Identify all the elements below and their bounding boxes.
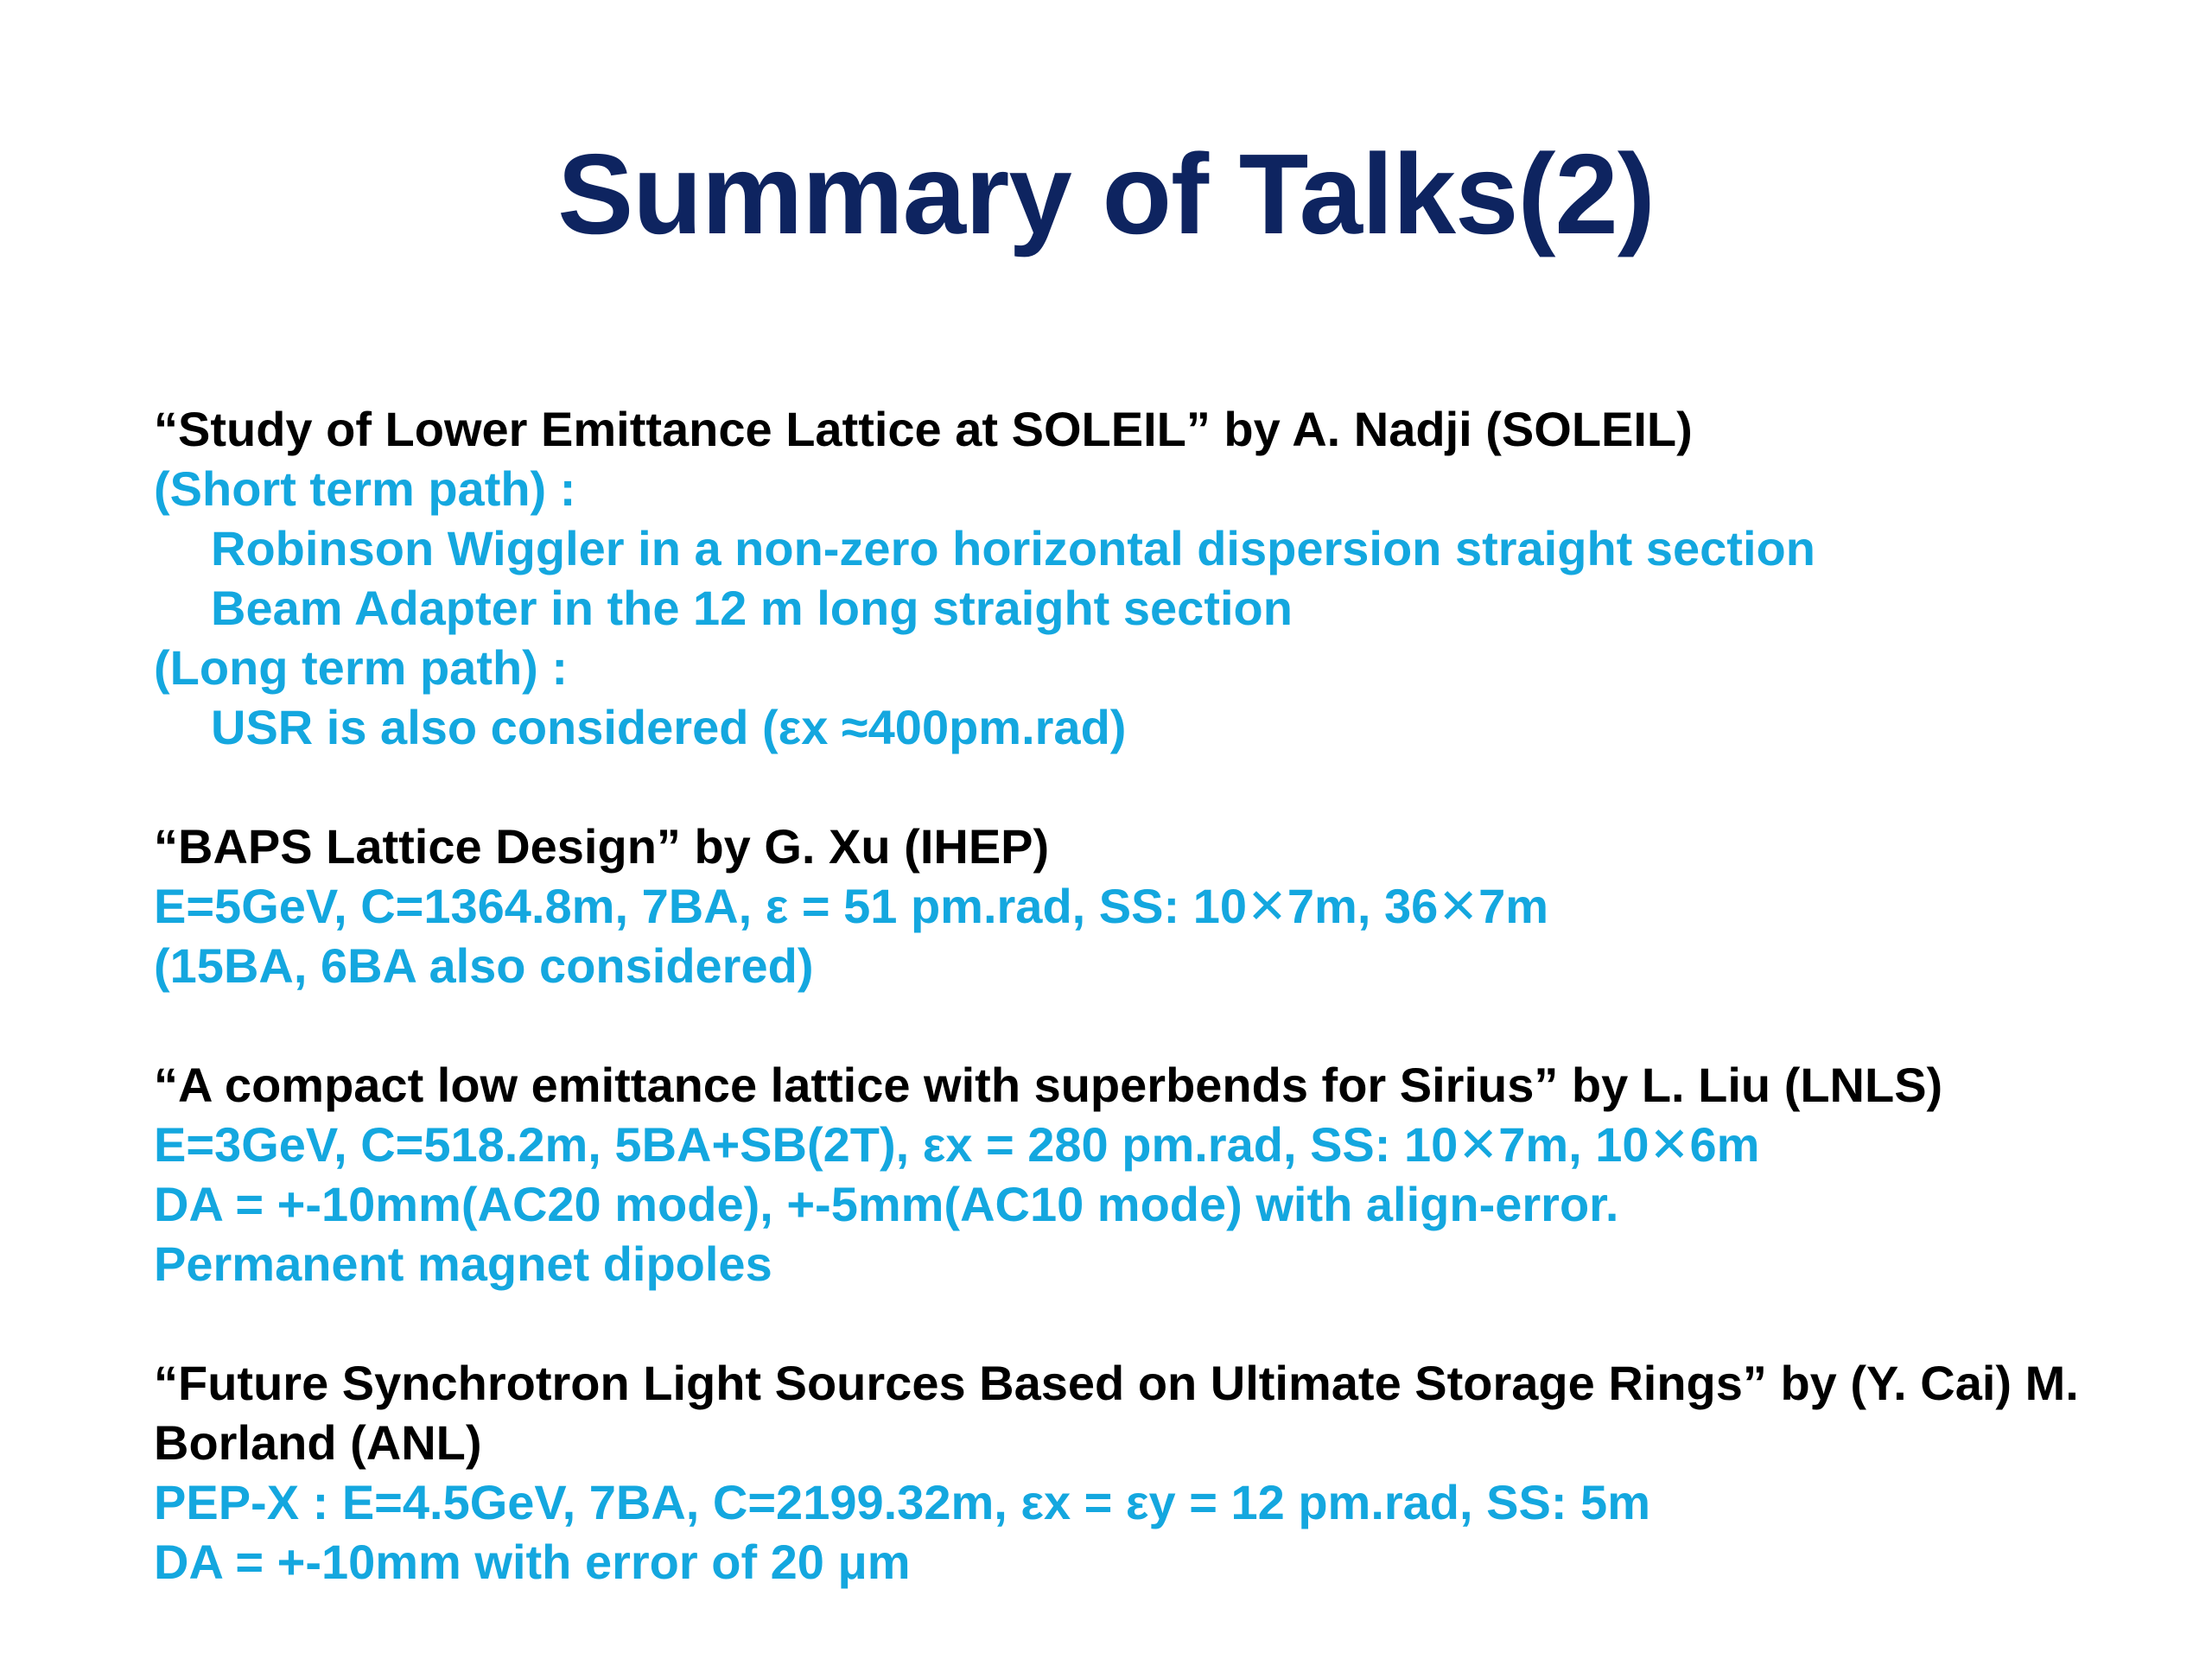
talk-detail: E=3GeV, C=518.2m, 5BA+SB(2T), εx = 280 pm.rad, SS: 10✕7m, 10✕6m (154, 1117, 1760, 1172)
slide-body (154, 399, 2176, 1592)
talk-detail: (Short term path) : (154, 461, 576, 516)
talk-heading: “Study of Lower Emittance Lattice at SOLEIL” by A. Nadji (SOLEIL) (154, 402, 1693, 456)
talk-detail: Beam Adapter in the 12 m long straight section (211, 581, 1293, 635)
spacer (154, 995, 2176, 1055)
talk-detail: PEP-X : E=4.5GeV, 7BA, C=2199.32m, εx = εy = 12 pm.rad, SS: 5m (154, 1475, 1650, 1529)
talk-heading: “A compact low emittance lattice with superbends for Sirius” by L. Liu (LNLS) (154, 1058, 1943, 1112)
talk-detail: (Long term path) : (154, 640, 569, 695)
talk-detail: DA = +-10mm with error of 20 μm (154, 1535, 911, 1589)
talk-detail: Permanent magnet dipoles (154, 1236, 772, 1291)
talk-detail: DA = +-10mm(AC20 mode), +-5mm(AC10 mode) with align-error. (154, 1177, 1619, 1231)
talk-heading: “BAPS Lattice Design” by G. Xu (IHEP) (154, 819, 1050, 874)
spacer (154, 757, 2176, 817)
talk-detail: (15BA, 6BA also considered) (154, 938, 814, 993)
talk-detail: E=5GeV, C=1364.8m, 7BA, ε = 51 pm.rad, SS: 10✕7m, 36✕7m (154, 879, 1549, 933)
talk-detail: Robinson Wiggler in a non-zero horizontal dispersion straight section (211, 521, 1815, 575)
talk-detail: USR is also considered (εx ≈400pm.rad) (211, 700, 1127, 754)
slide-title: Summary of Talks(2) (557, 130, 1655, 257)
spacer (154, 1294, 2176, 1353)
talk-heading: “Future Synchrotron Light Sources Based on Ultimate Storage Rings” by (Y. Cai) M. Borland (ANL) (154, 1356, 2079, 1470)
